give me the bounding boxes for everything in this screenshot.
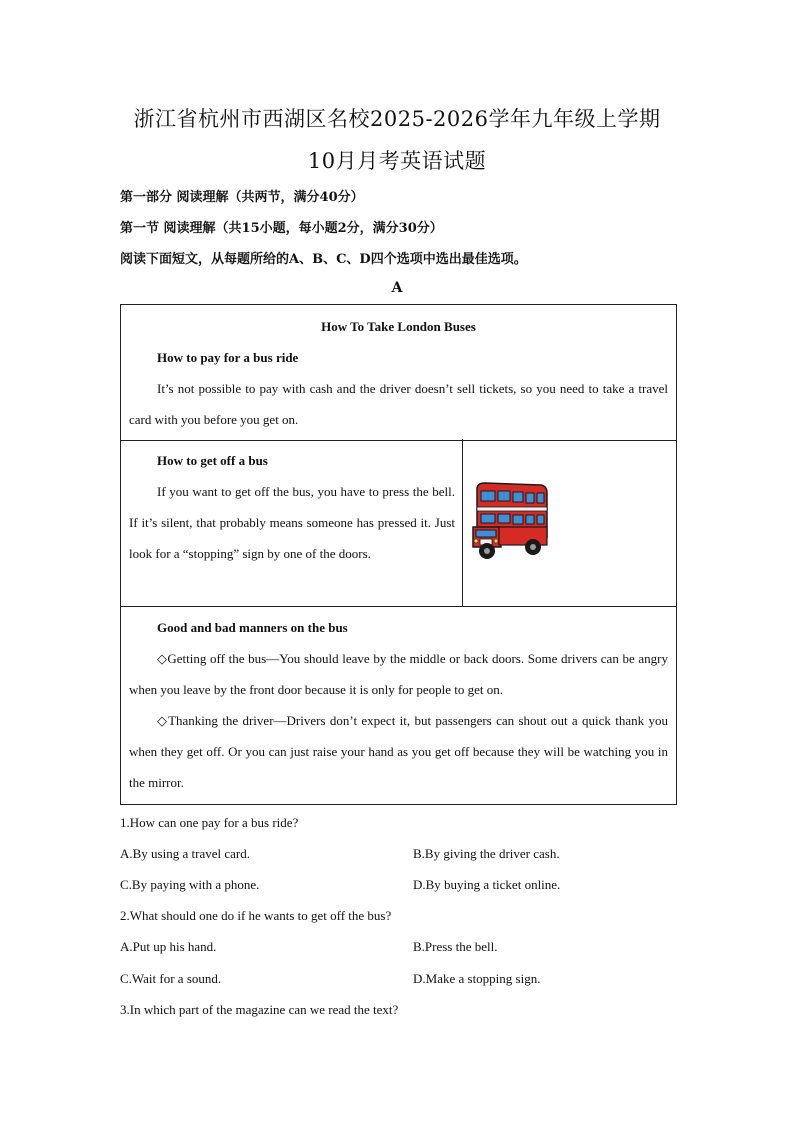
getoff-section-box bbox=[120, 439, 677, 607]
q1-option-b: B.By giving the driver cash. bbox=[413, 846, 560, 861]
section-heading: 第一节 阅读理解（共15小题，每小题2分，满分30分） bbox=[120, 221, 443, 236]
q2-option-c: C.Wait for a sound. bbox=[120, 971, 222, 986]
passage-letter: A bbox=[391, 280, 403, 296]
passage-title: How To Take London Buses bbox=[321, 319, 476, 334]
getoff-heading: How to get off a bus bbox=[157, 453, 268, 468]
question-1: 1.How can one pay for a bus ride? bbox=[120, 815, 299, 830]
column-divider bbox=[462, 439, 463, 606]
q2-option-a: A.Put up his hand. bbox=[120, 939, 217, 954]
title-line-1: 浙江省杭州市西湖区名校2025-2026学年九年级上学期 bbox=[133, 107, 661, 131]
q1-option-d: D.By buying a ticket online. bbox=[413, 877, 561, 892]
pay-heading: How to pay for a bus ride bbox=[157, 350, 299, 365]
directions: 阅读下面短文，从每题所给的A、B、C、D四个选项中选出最佳选项。 bbox=[120, 252, 527, 267]
q1-option-a: A.By using a travel card. bbox=[120, 846, 250, 861]
q2-option-b: B.Press the bell. bbox=[413, 939, 498, 954]
q1-option-c: C.By paying with a phone. bbox=[120, 877, 260, 892]
manners-heading: Good and bad manners on the bus bbox=[157, 620, 348, 635]
getoff-body: If you want to get off the bus, you have to press the bell. If it’s silent, that probably means someone has pressed it. Just look for a “stopping” sign by one of the doors. bbox=[129, 484, 455, 561]
question-2: 2.What should one do if he wants to get off the bus? bbox=[120, 908, 392, 923]
part-heading: 第一部分 阅读理解（共两节，满分40分） bbox=[120, 190, 364, 205]
manners-item-2: ◇Thanking the driver—Drivers don’t expect it, but passengers can shout out a quick thank you when they get off. Or you can just raise your hand as you get off because they will be watching you in the mirror. bbox=[129, 713, 668, 790]
pay-section-box bbox=[120, 304, 677, 441]
question-3: 3.In which part of the magazine can we read the text? bbox=[120, 1002, 399, 1017]
double-decker-bus-icon bbox=[471, 481, 551, 563]
manners-section-box bbox=[120, 606, 677, 805]
manners-item-1: ◇Getting off the bus—You should leave by the middle or back doors. Some drivers can be angry when you leave by the front door because it is only for people to get on. bbox=[129, 651, 668, 697]
pay-body: It’s not possible to pay with cash and the driver doesn’t sell tickets, so you need to take a travel card with you before you get on. bbox=[129, 381, 668, 427]
title-line-2: 10月月考英语试题 bbox=[307, 149, 487, 173]
q2-option-d: D.Make a stopping sign. bbox=[413, 971, 541, 986]
